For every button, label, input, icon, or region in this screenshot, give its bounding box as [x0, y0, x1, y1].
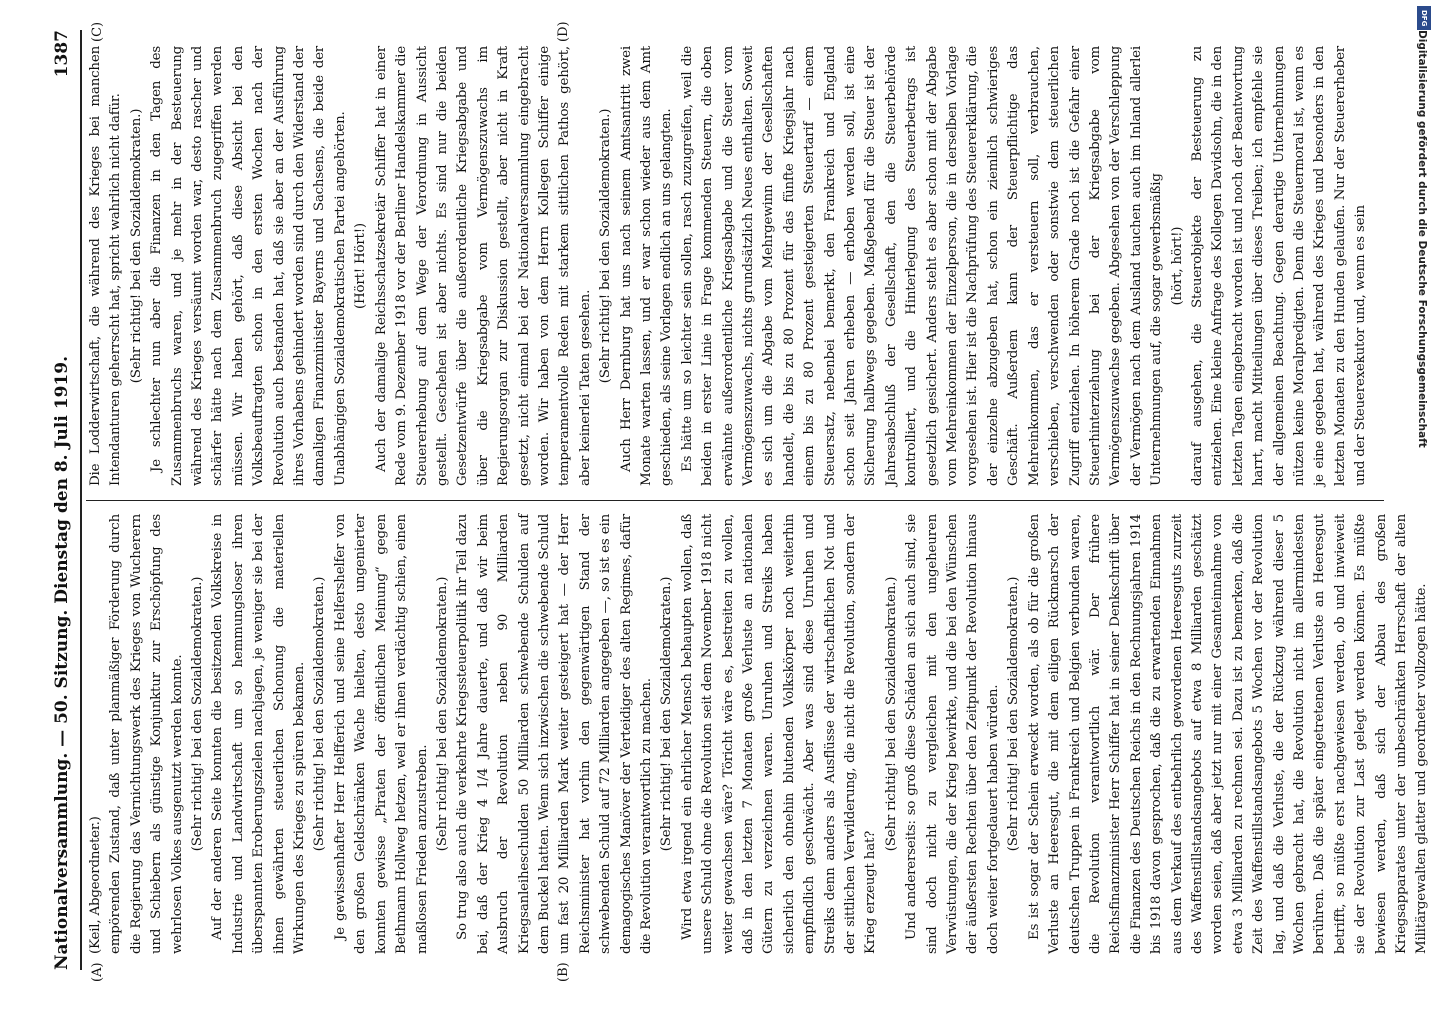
digitization-note-text: Digitalisierung gefördert durch die Deutsche Forschungsgemeinschaft: [1416, 30, 1428, 448]
left-column: [86, 514, 1430, 954]
paragraph: So trug also auch die verkehrte Kriegssteuerpolitik ihr Teil dazu bei, daß der Krieg 4 1/4 Jahre dauerte, und daß wir beim Ausbruch der Revolution neben 90 Milliarden Kriegsanleiheschulden 50 Milliarden schwebende Schulden auf dem Buckel hatten. Wenn sich inzwischen die schwebende Schuld um fast 20 Milliarden Mark weiter gesteigert hat — der Herr Reichsminister hat vorhin den gegenwärtigen Stand der schwebenden Schuld auf 72 Milliarden angegeben —, so ist es ein demagogisches Manöver der Verteidiger des alten Regimes, dafür die Revolution verantwortlich zu machen.: [455, 514, 654, 954]
paragraph: Die Lodderwirtschaft, die während des Krieges bei manchen Intendanturen geherrscht hat, spricht wahrlich nicht dafür.: [88, 46, 124, 486]
interjection: (Sehr richtig! bei den Sozialdemokraten.): [312, 576, 328, 852]
page-number: 1387: [52, 30, 72, 78]
interjection: (Sehr richtig! bei den Sozialdemokraten.): [883, 576, 899, 852]
paragraph: Auch Herr Dernburg hat uns nach seinem Amtsantritt zwei Monate warten lassen, und er war schon wieder aus dem Amt geschieden, als seine Vorlagen endlich an uns gelangten.: [618, 46, 675, 486]
interjection: (Sehr richtig! bei den Sozialdemokraten.): [128, 108, 144, 384]
digitization-note: [1414, 0, 1430, 1000]
paragraph: Auf der anderen Seite konnten die besitzenden Volkskreise in Industrie und Landwirtschaft um so hemmungsloser ihren überspannten Eroberungszielen nachjagen, je weniger sie bei der ihnen gewährten steuerlichen Schonung die materiellen Wirkungen des Krieges zu spüren bekamen.: [210, 514, 308, 954]
interjection: (Hört! Hört!): [353, 223, 369, 309]
paragraph: Auch der damalige Reichsschatzsekretär Schiffer hat in einer Rede vom 9. Dezember 1918 vor der Berliner Handelskammer die Steuererhebung auf dem Wege der Verordnung in Aussicht gestellt. Geschehen ist aber nichts. Es sind nur die beiden Gesetzentwürfe über die außerordentliche Kriegsabgabe und über die Kriegsabgabe vom Vermögenszuwachs im Regierungsorgan zur Diskussion gestellt, aber nicht in Kraft gesetzt, nicht einmal bei der Nationalversammlung eingebracht worden. Wir haben von dem Herrn Kollegen Schiffer einige temperamentvolle Reden mit starkem sittlichen Pathos gehört, aber keinerlei Taten gesehen.: [373, 46, 593, 486]
margin-marker-c: (C): [90, 21, 105, 42]
right-column: [86, 46, 1384, 486]
paragraph: Es hätte um so leichter sein sollen, rasch zuzugreifen, weil die beiden in erster Linie in Frage kommenden Steuern, die oben erwähnte außerordentliche Kriegsabgabe und die Steuer vom Vermögenszuwachs, nichts grundsätzlich Neues enthalten. Soweit es sich um die Abgabe vom Mehrgewinn der Gesellschaften handelt, die bis zu 80 Prozent für das fünfte Kriegsjahr nach einem bis zu 80 Prozent gesteigerten Steuertarif — einem Steuersatz, nebenbei bemerkt, den Frankreich und England schon seit Jahren erheben — erhoben werden soll, ist eine Sicherung halbwegs gegeben. Maßgebend für die Steuer ist der Jahresabschluß der Gesellschaft, den die Steuerbehörde kontrolliert, und die Hinterlegung des Steuerbetrags ist gesetzlich gesichert. Anders steht es aber schon mit der Abgabe vom Mehreinkommen der Einzelperson, die in derselben Vorlage vorgesehen ist. Hier ist die Nachprüfung des Steuererklärung, die der einzelne abzugeben hat, schon ein ziemlich schwieriges Geschäft. Außerdem kann der Steuerpflichtige das Mehreinkommen, das er versteuern soll, verbrauchen, verschieben, verschwenden oder sonstwie dem steuerlichen Zugriff entziehen. In höherem Grade noch ist die Gefahr einer Steuerhinterziehung bei der Kriegsabgabe vom Vermögenszuwachse gegeben. Abgesehen von der Verschleppung der Vermögen nach dem Ausland tauchen auch im Inland allerlei Unternehmungen auf, die sogar gewerbsmäßig: [679, 46, 1165, 486]
paragraph: Wird etwa irgend ein ehrlicher Mensch behaupten wollen, daß unsere Schuld ohne die Revolution seit dem November 1918 nicht weiter gewachsen wäre? Töricht wäre es, bestreiten zu wollen, daß in den letzten 7 Monaten große Verluste an nationalen Gütern zu verzeichnen waren. Unruhen und Streiks haben sicherlich den ohnehin blutenden Volkskörper noch weiterhin empfindlich geschwächt. Aber was sind diese Unruhen und Streiks denn anders als Ausflüsse der wirtschaftlichen Not und der sittlichen Verwilderung, die nicht die Revolution, sondern der Krieg erzeugt hat?: [679, 514, 879, 954]
interjection: (Sehr richtig! bei den Sozialdemokraten.): [190, 576, 206, 852]
paragraph: Je schlechter nun aber die Finanzen in den Tagen des Zusammenbruchs waren, und je mehr in der Besteuerung während des Krieges versäumt worden war, desto rascher und schärfer hätte nach dem Zusammenbruch zugegriffen werden müssen. Wir haben gehört, daß diese Absicht bei den Volksbeauftragten schon in den ersten Wochen nach der Revolution auch bestanden hat, daß sie aber an der Ausführung ihres Vorhabens gehindert worden sind durch den Widerstand der damaligen Finanzminister Bayerns und Sachsens, die beide der Unabhängigen Sozialdemokratischen Partei angehörten.: [149, 46, 348, 486]
paragraph: Je gewissenhafter Herr Helfferich und seine Helfershelfer von den großen Geldschränken Wache hielten, desto ungenierter konnten gewisse „Piraten der öffentlichen Meinung“ gegen Bethmann Hollweg hetzen, weil er ihnen verdächtig schien, einen maßlosen Frieden anzustreben.: [332, 514, 430, 954]
paragraph: empörenden Zustand, daß unter planmäßiger Förderung durch die Regierung das Vernichtungswerk des Krieges von Wucherern und Schiebern als günstige Konjunktur zur Erschöpfung des wehrlosen Volkes ausgenutzt werden konnte.: [108, 514, 185, 954]
header-title: Nationalversammlung. — 50. Sitzung. Dienstag den 8. Juli 1919.: [52, 356, 72, 970]
column-divider: [86, 500, 1384, 501]
margin-marker-b: (B): [556, 962, 571, 982]
interjection: (hört, hört!): [1169, 226, 1185, 306]
interjection: (Sehr richtig! bei den Sozialdemokraten.): [1006, 576, 1022, 852]
interjection: (Sehr richtig! bei den Sozialdemokraten.): [434, 576, 450, 852]
margin-marker-a: (A): [90, 962, 105, 982]
interjection: (Sehr richtig! bei den Sozialdemokraten.): [598, 108, 614, 384]
interjection: (Sehr richtig! bei den Sozialdemokraten.): [659, 576, 675, 852]
paragraph: Es ist sogar der Schein erweckt worden, als ob für die großen Verluste an Heeresgut, die mit dem eiligen Rückmarsch der deutschen Truppen in Frankreich und Belgien verbunden waren, die Revolution verantwortlich wär. Der frühere Reichsfinanzminister Herr Schiffer hat in seiner Denkschrift über die Finanzen des Deutschen Reichs in den Rechnungsjahren 1914 bis 1918 davon gesprochen, daß die zu erwartenden Einnahmen aus dem Verkauf des entbehrlich gewordenen Heeresguts zurzeit des Waffenstillstandsangebots auf etwa 8 Milliarden geschätzt worden seien, daß aber jetzt nur mit einer Gesamteinnahme von etwa 3 Milliarden zu rechnen sei. Dazu ist zu bemerken, daß die Zeit des Waffenstillstandsangebots 5 Wochen vor der Revolution lag, und daß die Verluste, die der Rückzug während dieser 5 Wochen gebracht hat, die Revolution nicht im allermindesten berühren. Daß die später eingetretenen Verluste an Heeresgut betrifft, so müßte erst nachgewiesen werden, ob und inwieweit sie der Revolution zur Last gelegt werden können. Es müßte bewiesen werden, daß sich der Abbau des großen Kriegsapparates unter der unbeschränkten Herrschaft der alten Militärgewalten glatter und geordneter vollzogen hätte.: [1026, 514, 1430, 954]
paragraph: Und andererseits: so groß diese Schäden an sich auch sind, sie sind doch nicht zu vergleichen mit den ungeheuren Verwüstungen, die der Krieg bewirkte, und die bei den Wünschen der äußersten Rechten über den Zeitpunkt der Revolution hinaus doch weiter fortgedauert haben würden.: [904, 514, 1001, 954]
speaker-line: (Keil, Abgeordneter.): [88, 816, 103, 954]
dfg-logo: DFG: [1417, 6, 1431, 30]
margin-marker-d: (D): [556, 21, 571, 42]
running-header: [52, 30, 82, 970]
paragraph: darauf ausgehen, die Steuerobjekte der Besteuerung zu entziehen. Eine kleine Anfrage des Kollegen Davidsohn, die in den letzten Tagen eingebracht worden ist und noch der Beantwortung harrt, macht Mitteilungen über dieses Treiben; ich empfehle sie der allgemeinen Beachtung. Gegen derartige Unternehmungen nützen keine Moralpredigten. Denn die Steuermoral ist, wenn es je eine gegeben hat, während des Krieges und besonders in den letzten Monaten zu den Hunden gelaufen. Nur der Steuererheber und der Steuerexekutor und, wenn es sein: [1189, 46, 1369, 486]
